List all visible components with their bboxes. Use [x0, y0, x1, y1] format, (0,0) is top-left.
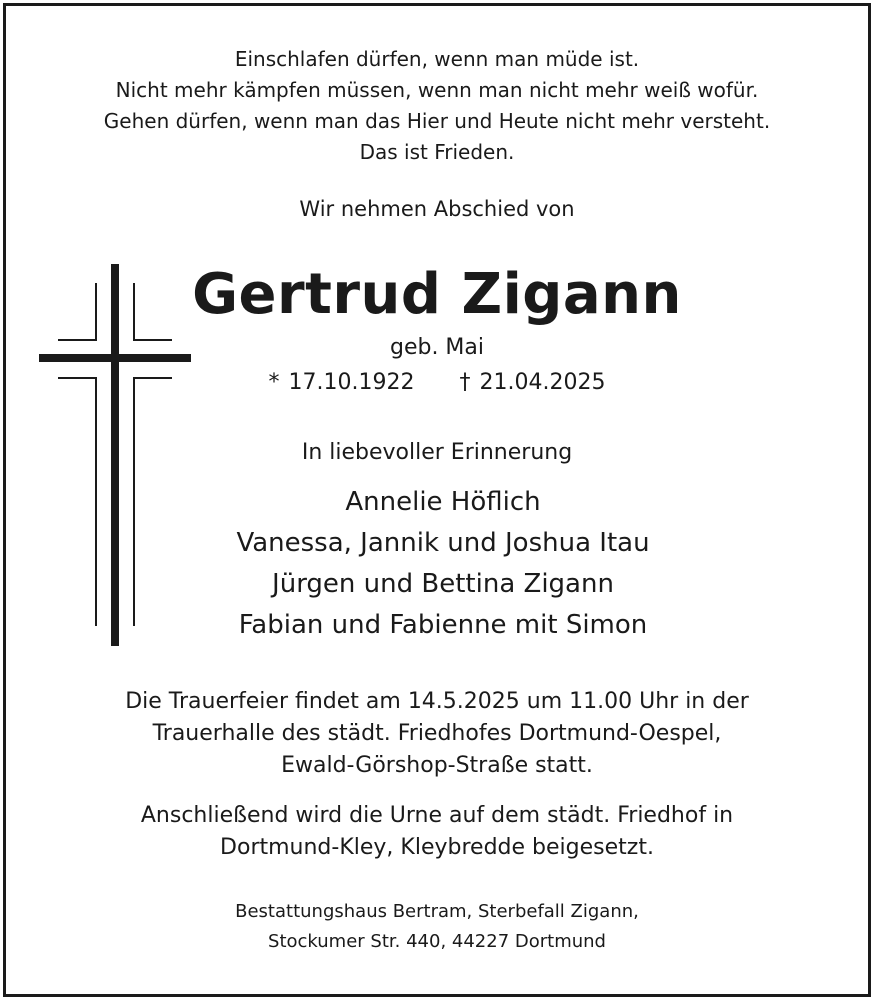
- deceased-name: Gertrud Zigann: [192, 262, 682, 327]
- mourners-list: [6, 482, 874, 646]
- life-dates: [0, 370, 874, 395]
- mourner: Fabian und Fabienne mit Simon: [238, 610, 648, 640]
- funeral-info: [0, 686, 874, 782]
- poem-line: Das ist Frieden.: [359, 140, 515, 164]
- poem-line: Nicht mehr kämpfen müssen, wenn man nicht mehr weiß wofür.: [115, 78, 759, 102]
- funeral-line: Die Trauerfeier findet am 14.5.2025 um 11.00 Uhr in der: [125, 689, 749, 714]
- birth-date: * 17.10.1922: [268, 370, 415, 395]
- poem: [0, 44, 874, 168]
- mourner: Annelie Höflich: [345, 487, 541, 517]
- poem-line: Gehen dürfen, wenn man das Hier und Heute nicht mehr versteht.: [103, 109, 771, 133]
- death-date: † 21.04.2025: [459, 370, 606, 395]
- mourner: Vanessa, Jannik und Joshua Itau: [236, 528, 650, 558]
- mourner: Jürgen und Bettina Zigann: [272, 569, 614, 599]
- birth-name: geb. Mai: [389, 335, 485, 360]
- funeral-home-line: Stockumer Str. 440, 44227 Dortmund: [268, 931, 606, 952]
- burial-line: Dortmund-Kley, Kleybredde beigesetzt.: [220, 835, 654, 860]
- funeral-home: [0, 897, 874, 957]
- burial-line: Anschließend wird die Urne auf dem städt. Friedhof in: [140, 803, 734, 828]
- poem-line: Einschlafen dürfen, wenn man müde ist.: [234, 47, 640, 71]
- funeral-line: Ewald-Görshop-Straße statt.: [281, 753, 593, 778]
- memory-line: In liebevoller Erinnerung: [301, 440, 573, 465]
- funeral-line: Trauerhalle des städt. Friedhofes Dortmund-Oespel,: [152, 721, 722, 746]
- burial-info: [0, 800, 874, 864]
- funeral-home-line: Bestattungshaus Bertram, Sterbefall Zigann,: [235, 901, 639, 922]
- intro-text: Wir nehmen Abschied von: [299, 197, 575, 221]
